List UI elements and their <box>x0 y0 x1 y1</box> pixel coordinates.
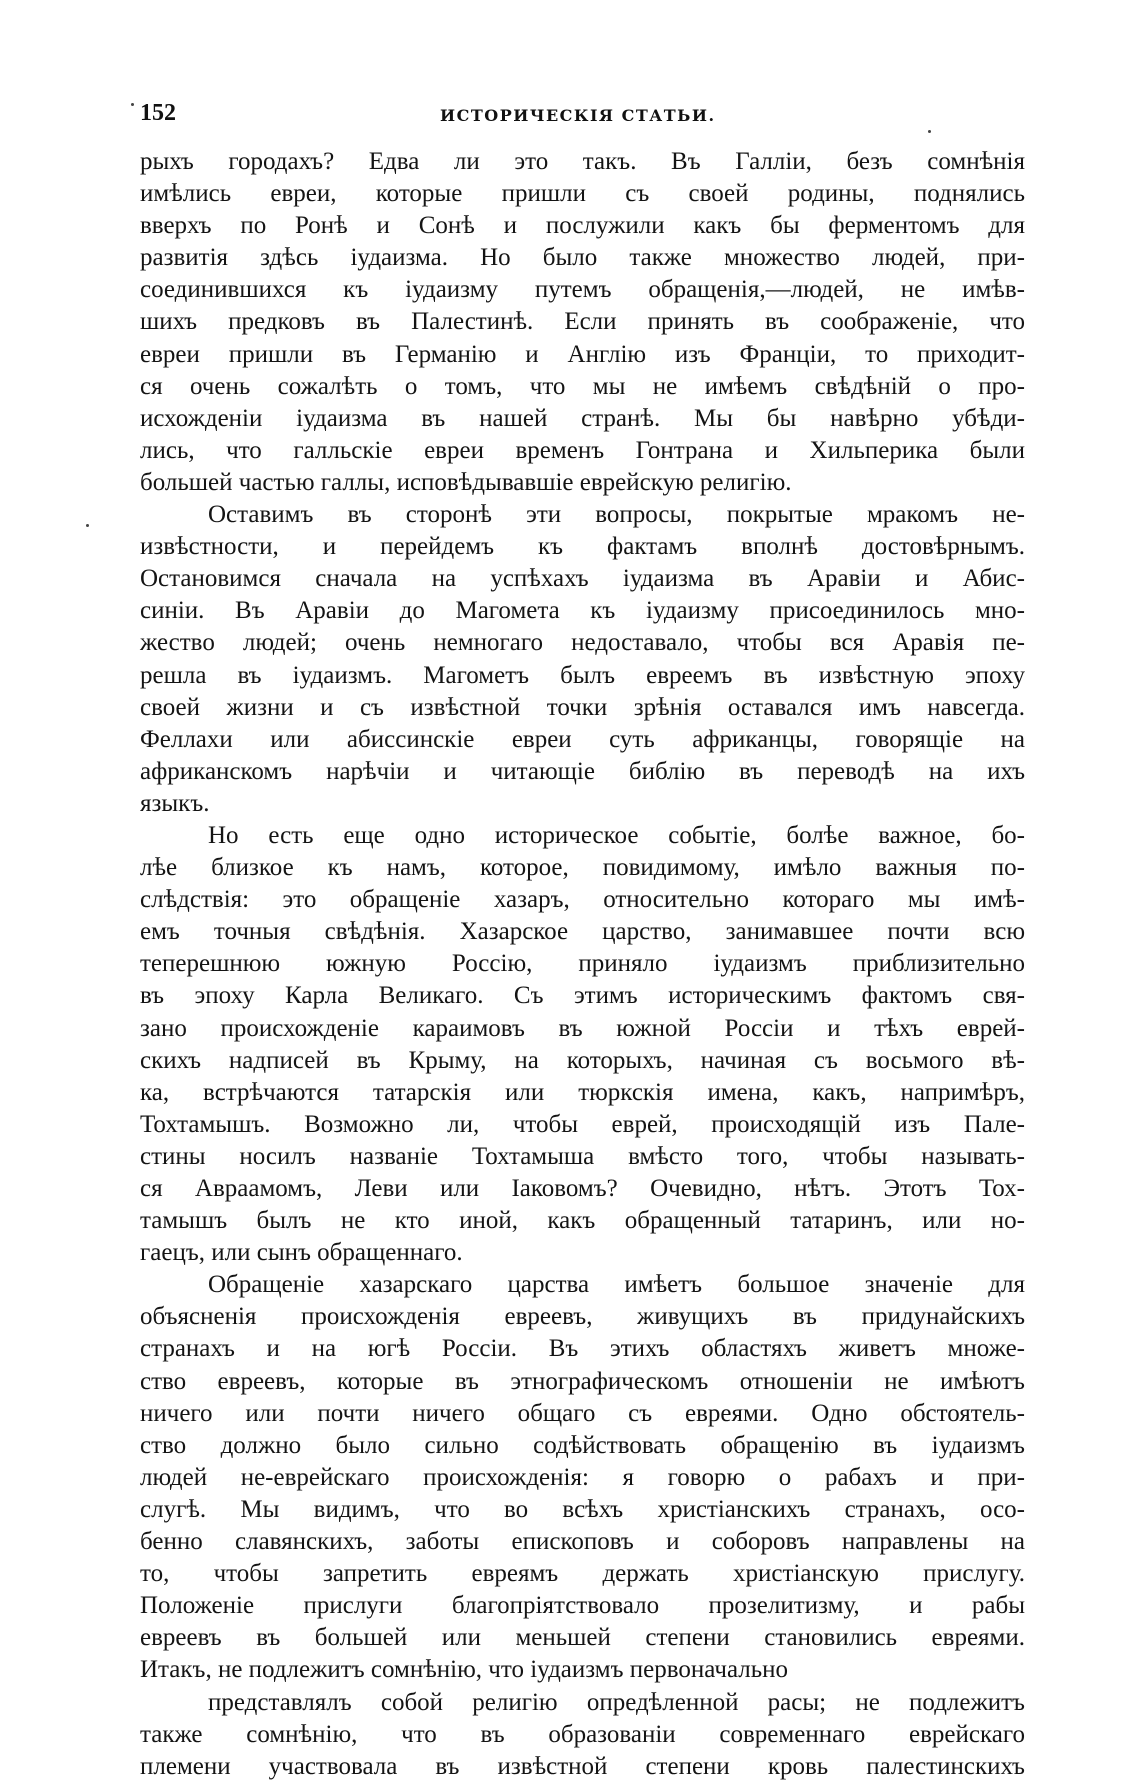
text-line: африканскомъ нарѣчіи и читающіе библію въ переводѣ на ихъ <box>140 757 1025 785</box>
text-line: въ эпоху Карла Великаго. Съ этимъ историческимъ фактомъ свя- <box>140 982 1025 1010</box>
text-line: тамышъ былъ не кто иной, какъ обращенный татаринъ, или но- <box>140 1207 1025 1235</box>
text-line: ся Авраамомъ, Леви или Іаковомъ? Очевидно, нѣтъ. Этотъ Тох- <box>140 1175 1025 1202</box>
text-line: бенно славянскихъ, заботы епископовъ и соборовъ направлены на <box>140 1528 1025 1556</box>
text-line: исхожденіи іудаизма въ нашей странѣ. Мы бы навѣрно убѣди- <box>140 404 1025 432</box>
text-line: вверхъ по Ронѣ и Сонѣ и послужили какъ бы ферментомъ для <box>140 212 1025 240</box>
text-line: ка, встрѣчаются татарскія или тюркскія имена, какъ, напримѣръ, <box>140 1078 1025 1106</box>
print-speck <box>86 524 89 527</box>
print-speck <box>131 103 134 106</box>
text-line: представлялъ собой религію опредѣленной расы; не подлежитъ <box>208 1688 1025 1716</box>
text-line: слѣдствія: это обращеніе хазаръ, относительно котораго мы имѣ- <box>140 886 1025 914</box>
text-line: евреевъ въ большей или меньшей степени становились евреями. <box>140 1624 1025 1652</box>
text-line: Но есть еще одно историческое событіе, болѣе важное, бо- <box>208 821 1025 849</box>
text-line: соединившихся къ іудаизму путемъ обращенія,—людей, не имѣв- <box>140 276 1025 304</box>
text-line: рыхъ городахъ? Едва ли это такъ. Въ Галліи, безъ сомнѣнія <box>140 148 1025 175</box>
text-line: слугѣ. Мы видимъ, что во всѣхъ христіанскихъ странахъ, осо- <box>140 1495 1025 1523</box>
text-line: стины носилъ названіе Тохтамыша вмѣсто того, чтобы называть- <box>140 1142 1025 1170</box>
text-line: лись, что галльскіе евреи временъ Гонтрана и Хильперика были <box>140 436 1025 464</box>
text-line: Итакъ, не подлежитъ сомнѣнію, что іудаизмъ первоначально <box>140 1656 789 1684</box>
text-line: странахъ и на югѣ Россіи. Въ этихъ областяхъ живетъ множе- <box>140 1335 1025 1363</box>
text-line: скихъ надписей въ Крыму, на которыхъ, начиная съ восьмого вѣ- <box>140 1046 1025 1074</box>
text-line: Обращеніе хазарскаго царства имѣетъ большое значеніе для <box>208 1271 1025 1299</box>
text-line: ство евреевъ, которые въ этнографическомъ отношеніи не имѣютъ <box>140 1367 1025 1395</box>
text-line: извѣстности, и перейдемъ къ фактамъ вполнѣ достовѣрнымъ. <box>140 533 1025 561</box>
text-line: Остановимся сначала на успѣхахъ іудаизма въ Аравіи и Абис- <box>140 565 1025 593</box>
print-speck <box>928 130 931 133</box>
text-line: зано происхожденіе караимовъ въ южной Россіи и тѣхъ еврей- <box>140 1014 1025 1042</box>
text-line: Феллахи или абиссинскіе евреи суть африканцы, говорящіе на <box>140 725 1025 753</box>
text-line: лѣе близкое къ намъ, которое, повидимому, имѣло важныя по- <box>140 854 1025 882</box>
page-header <box>140 96 1025 136</box>
text-line: большей частью галлы, исповѣдывавшіе еврейскую религію. <box>140 468 792 496</box>
text-line: жество людей; очень немногаго недоставало, чтобы вся Аравія пе- <box>140 629 1025 657</box>
text-line: языкъ. <box>140 789 210 817</box>
text-line: имѣлись евреи, которые пришли съ своей родины, поднялись <box>140 180 1025 208</box>
text-line: синіи. Въ Аравіи до Магомета къ іудаизму присоединилось мно- <box>140 597 1025 625</box>
running-head: ИСТОРИЧЕСКІЯ СТАТЬИ. <box>440 106 716 125</box>
text-line: Тохтамышъ. Возможно ли, чтобы еврей, происходящій изъ Пале- <box>140 1110 1025 1138</box>
body-text <box>140 146 1025 1783</box>
text-line: развитія здѣсь іудаизма. Но было также множество людей, при- <box>140 244 1025 272</box>
text-line: Положеніе прислуги благопріятствовало прозелитизму, и рабы <box>140 1592 1025 1620</box>
text-line: гаецъ, или сынъ обращеннаго. <box>140 1239 463 1267</box>
text-line: также сомнѣнію, что въ образованіи современнаго еврейскаго <box>140 1720 1025 1748</box>
text-line: то, чтобы запретить евреямъ держать христіанскую прислугу. <box>140 1560 1025 1588</box>
text-line: ничего или почти ничего общаго съ евреями. Одно обстоятель- <box>140 1399 1025 1427</box>
text-line: шихъ предковъ въ Палестинѣ. Если принять въ соображеніе, что <box>140 308 1025 336</box>
text-line: Оставимъ въ сторонѣ эти вопросы, покрытые мракомъ не- <box>208 501 1025 529</box>
text-line: племени участвовала въ извѣстной степени кровь палестинскихъ <box>140 1752 1025 1780</box>
text-line: евреи пришли въ Германію и Англію изъ Франціи, то приходит- <box>140 340 1025 368</box>
text-line: ство должно было сильно содѣйствовать обращенію въ іудаизмъ <box>140 1431 1025 1459</box>
text-line: людей не-еврейскаго происхожденія: я говорю о рабахъ и при- <box>140 1463 1025 1491</box>
text-line: ся очень сожалѣть о томъ, что мы не имѣемъ свѣдѣній о про- <box>140 372 1025 400</box>
text-line: емъ точныя свѣдѣнія. Хазарское царство, занимавшее почти всю <box>140 918 1025 946</box>
text-line: объясненія происхожденія евреевъ, живущихъ въ придунайскихъ <box>140 1303 1025 1331</box>
text-line: своей жизни и съ извѣстной точки зрѣнія оставался имъ навсегда. <box>140 693 1025 721</box>
text-line: теперешнюю южную Россію, приняло іудаизмъ приблизительно <box>140 950 1025 978</box>
text-line: решла въ іудаизмъ. Магометъ былъ евреемъ въ извѣстную эпоху <box>140 661 1025 689</box>
page-number: 152 <box>140 100 176 126</box>
